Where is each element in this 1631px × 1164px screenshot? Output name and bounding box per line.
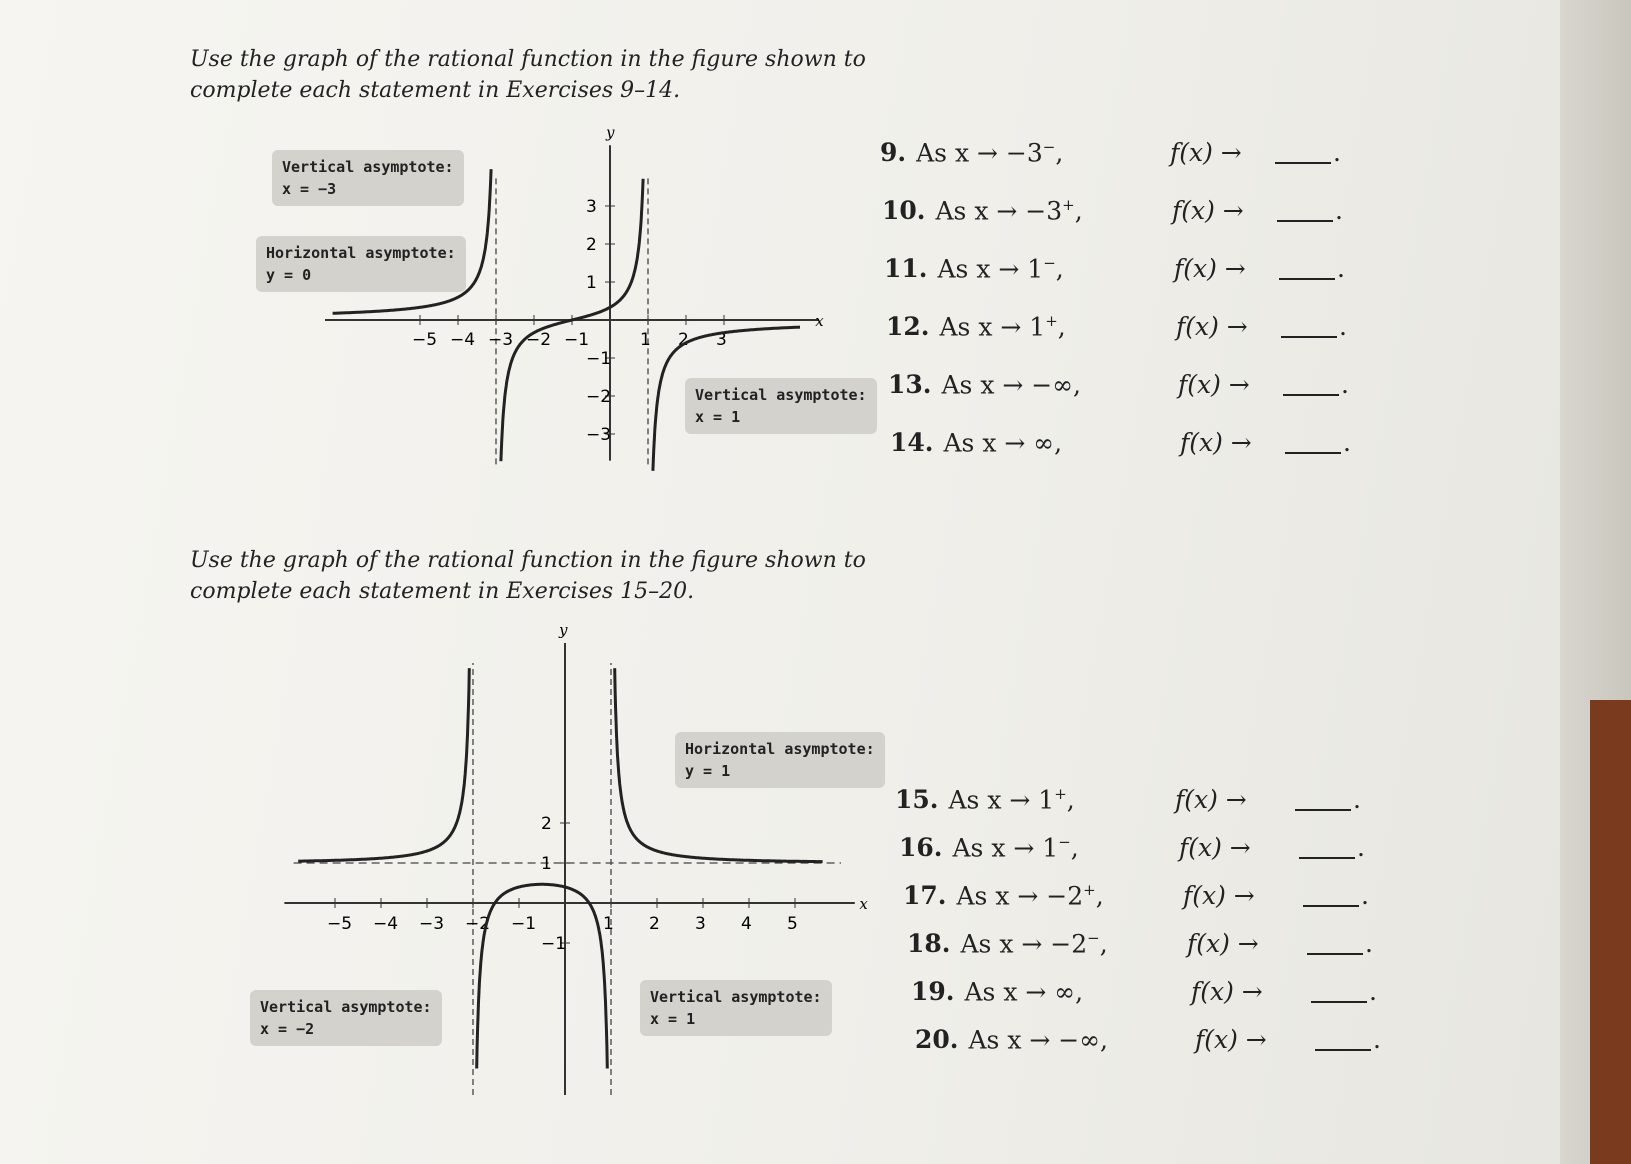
- x-tick-label: −5: [327, 914, 353, 934]
- exercise-fx: f(x) →: [1176, 312, 1248, 341]
- answer-blank[interactable]: [1295, 785, 1351, 811]
- graph-2-label-va-right: Vertical asymptote: x = 1: [640, 980, 832, 1036]
- exercise-limit: As x → −2: [960, 929, 1088, 959]
- x-tick-label: −3: [419, 914, 445, 934]
- answer-blank[interactable]: [1285, 428, 1341, 454]
- exercise-number: 16.: [899, 833, 943, 863]
- exercise-13: 13. As x → −∞, f(x) → .: [888, 370, 1349, 400]
- curve-middle-branch: [477, 884, 608, 1068]
- x-tick-label: 5: [787, 914, 798, 934]
- y-tick-label: −2: [586, 387, 612, 407]
- exercise-limit: As x → 1: [952, 833, 1059, 863]
- exercise-side: +: [1054, 785, 1067, 803]
- exercise-14: 14. As x → ∞, f(x) → .: [890, 428, 1351, 458]
- exercise-10: 10. As x → −3+, f(x) → .: [882, 196, 1343, 226]
- exercise-fx: f(x) →: [1175, 785, 1247, 814]
- x-tick-label: 4: [741, 914, 752, 934]
- y-tick-label: 3: [586, 197, 597, 217]
- exercise-side: −: [1043, 254, 1056, 272]
- exercise-fx: f(x) →: [1187, 929, 1259, 958]
- exercise-limit: As x → −3: [916, 138, 1043, 168]
- x-axis-label: x: [815, 312, 824, 330]
- exercise-limit: As x → −2: [956, 881, 1084, 911]
- exercise-17: 17. As x → −2+, f(x) → .: [903, 881, 1369, 911]
- answer-blank[interactable]: [1315, 1025, 1371, 1051]
- exercise-number: 12.: [886, 312, 930, 342]
- graph-2-label-ha: Horizontal asymptote: y = 1: [675, 732, 885, 788]
- exercise-20: 20. As x → −∞, f(x) → .: [915, 1025, 1381, 1055]
- answer-blank[interactable]: [1281, 312, 1337, 338]
- exercise-number: 11.: [884, 254, 928, 284]
- table-edge: [1590, 700, 1631, 1164]
- exercise-side: +: [1045, 312, 1058, 330]
- x-tick-label: −2: [526, 330, 552, 350]
- exercise-number: 9.: [880, 138, 907, 168]
- exercise-fx: f(x) →: [1170, 138, 1242, 167]
- exercise-side: −: [1042, 138, 1056, 156]
- exercise-side: −: [1058, 833, 1071, 851]
- intro-text-2: Use the graph of the rational function in the figure shown to complete each statement in Exercises 15–20.: [190, 548, 866, 604]
- y-tick-label: −1: [586, 349, 612, 369]
- exercise-16: 16. As x → 1−, f(x) → .: [899, 833, 1365, 863]
- exercise-19: 19. As x → ∞, f(x) → .: [911, 977, 1377, 1007]
- exercise-limit: As x → 1: [939, 312, 1046, 342]
- y-tick-label: 1: [541, 854, 552, 874]
- intro-text-1: Use the graph of the rational function in the figure shown to complete each statement in Exercises 9–14.: [190, 47, 866, 103]
- exercise-limit: As x → −∞: [968, 1025, 1101, 1055]
- y-tick-label: 2: [586, 235, 597, 255]
- x-tick-label: 3: [695, 914, 706, 934]
- answer-blank[interactable]: [1303, 881, 1359, 907]
- graph-1-label-ha: Horizontal asymptote: y = 0: [256, 236, 466, 292]
- exercise-fx: f(x) →: [1172, 196, 1244, 225]
- answer-blank[interactable]: [1277, 196, 1333, 222]
- answer-blank[interactable]: [1279, 254, 1335, 280]
- y-tick-label: 1: [586, 273, 597, 293]
- exercise-number: 17.: [903, 881, 947, 911]
- x-tick-label: 2: [678, 330, 689, 350]
- exercise-9: 9. As x → −3−, f(x) → .: [880, 138, 1341, 168]
- y-axis-label: y: [606, 123, 615, 142]
- exercise-limit: As x → ∞: [943, 428, 1055, 458]
- answer-blank[interactable]: [1311, 977, 1367, 1003]
- exercise-12: 12. As x → 1+, f(x) → .: [886, 312, 1347, 342]
- exercise-number: 20.: [915, 1025, 959, 1055]
- graph-2-label-va-left: Vertical asymptote: x = −2: [250, 990, 442, 1046]
- y-tick-label: 2: [541, 814, 552, 834]
- answer-blank[interactable]: [1275, 138, 1331, 164]
- exercise-number: 15.: [895, 785, 939, 815]
- x-tick-label: −5: [412, 330, 438, 350]
- exercise-number: 19.: [911, 977, 955, 1007]
- exercise-number: 13.: [888, 370, 932, 400]
- graph-1-label-va-left: Vertical asymptote: x = −3: [272, 150, 464, 206]
- exercise-fx: f(x) →: [1191, 977, 1263, 1006]
- exercise-fx: f(x) →: [1183, 881, 1255, 910]
- exercise-limit: As x → −3: [935, 196, 1063, 226]
- x-tick-label: −1: [511, 914, 537, 934]
- exercise-15: 15. As x → 1+, f(x) → .: [895, 785, 1361, 815]
- exercise-11: 11. As x → 1−, f(x) → .: [884, 254, 1345, 284]
- x-tick-label: 1: [603, 914, 614, 934]
- exercise-fx: f(x) →: [1195, 1025, 1267, 1054]
- curve-left-branch: [298, 668, 469, 861]
- x-tick-label: −4: [373, 914, 399, 934]
- graph-1-label-va-right: Vertical asymptote: x = 1: [685, 378, 877, 434]
- exercise-number: 18.: [907, 929, 951, 959]
- answer-blank[interactable]: [1307, 929, 1363, 955]
- exercise-limit: As x → ∞: [964, 977, 1076, 1007]
- y-tick-label: −3: [586, 425, 612, 445]
- exercise-side: +: [1083, 881, 1096, 899]
- x-tick-label: −1: [564, 330, 590, 350]
- x-tick-label: 1: [640, 330, 651, 350]
- x-tick-label: −3: [488, 330, 514, 350]
- answer-blank[interactable]: [1299, 833, 1355, 859]
- exercise-fx: f(x) →: [1180, 428, 1252, 457]
- y-tick-label: −1: [541, 934, 567, 954]
- exercise-side: +: [1062, 196, 1075, 214]
- y-axis-label: y: [559, 621, 568, 639]
- exercise-side: −: [1087, 929, 1100, 947]
- x-tick-label: 3: [716, 330, 727, 350]
- x-tick-label: 2: [649, 914, 660, 934]
- x-tick-label: −2: [465, 914, 491, 934]
- exercise-limit: As x → −∞: [941, 370, 1074, 400]
- exercise-limit: As x → 1: [937, 254, 1044, 284]
- answer-blank[interactable]: [1283, 370, 1339, 396]
- x-axis-label: x: [859, 895, 868, 913]
- exercise-limit: As x → 1: [948, 785, 1055, 815]
- exercise-fx: f(x) →: [1178, 370, 1250, 399]
- exercise-fx: f(x) →: [1179, 833, 1251, 862]
- x-tick-label: −4: [450, 330, 476, 350]
- exercise-number: 10.: [882, 196, 926, 226]
- exercise-number: 14.: [890, 428, 934, 458]
- exercise-fx: f(x) →: [1174, 254, 1246, 283]
- exercise-18: 18. As x → −2−, f(x) → .: [907, 929, 1373, 959]
